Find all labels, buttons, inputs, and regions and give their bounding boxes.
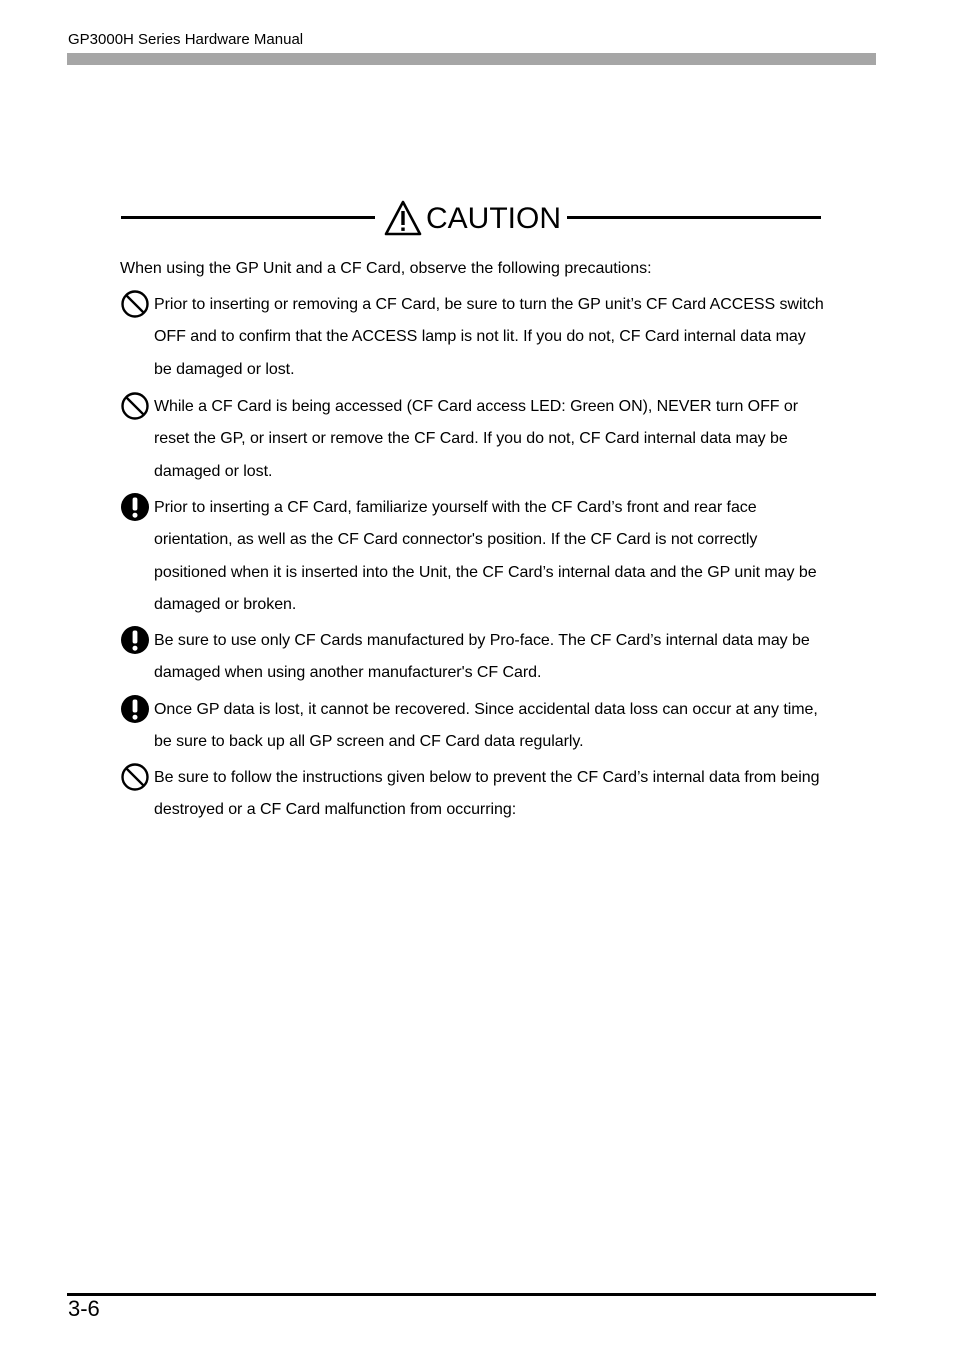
prohibition-icon: [120, 391, 150, 421]
precaution-text: Prior to inserting or removing a CF Card, be sure to turn the GP unit’s CF Card ACCESS switch OFF and to confirm that the ACCESS lamp is not lit. If you do not, CF Card internal data may be damaged or lost.: [154, 296, 824, 378]
mandatory-exclamation-icon: [120, 625, 150, 655]
caution-banner: [121, 200, 821, 240]
mandatory-exclamation-icon: [120, 694, 150, 724]
precaution-text: Be sure to follow the instructions given below to prevent the CF Card’s internal data from being destroyed or a CF Card malfunction from occurring:: [154, 769, 820, 819]
caution-rule-right: [567, 216, 821, 219]
precaution-text: Be sure to use only CF Cards manufactured by Pro-face. The CF Card’s internal data may be damaged when using another manufacturer's CF Card.: [154, 632, 810, 682]
footer-rule: [67, 1293, 876, 1296]
precaution-text: Prior to inserting a CF Card, familiarize yourself with the CF Card’s front and rear face orientation, as well as the CF Card connector's position. If the CF Card is not correctly positioned when it is inserted into the Unit, the CF Card’s internal data and the GP unit may be damaged or broken.: [154, 499, 817, 613]
prohibition-icon: [120, 762, 150, 792]
running-header: GP3000H Series Hardware Manual: [68, 31, 304, 48]
prohibition-icon: [120, 289, 150, 319]
mandatory-exclamation-icon: [120, 492, 150, 522]
precaution-text: While a CF Card is being accessed (CF Card access LED: Green ON), NEVER turn OFF or reset the GP, or insert or remove the CF Card. If you do not, CF Card internal data may be damaged or lost.: [154, 398, 799, 480]
precaution-text: Once GP data is lost, it cannot be recovered. Since accidental data loss can occur at any time, be sure to back up all GP screen and CF Card data regularly.: [154, 701, 818, 751]
header-bar: [67, 53, 876, 65]
warning-triangle-icon: [384, 200, 422, 236]
caution-intro: When using the GP Unit and a CF Card, observe the following precautions:: [120, 260, 652, 277]
caution-title: CAUTION: [426, 202, 561, 235]
page-number: 3-6: [68, 1296, 100, 1321]
caution-rule-left: [121, 216, 375, 219]
